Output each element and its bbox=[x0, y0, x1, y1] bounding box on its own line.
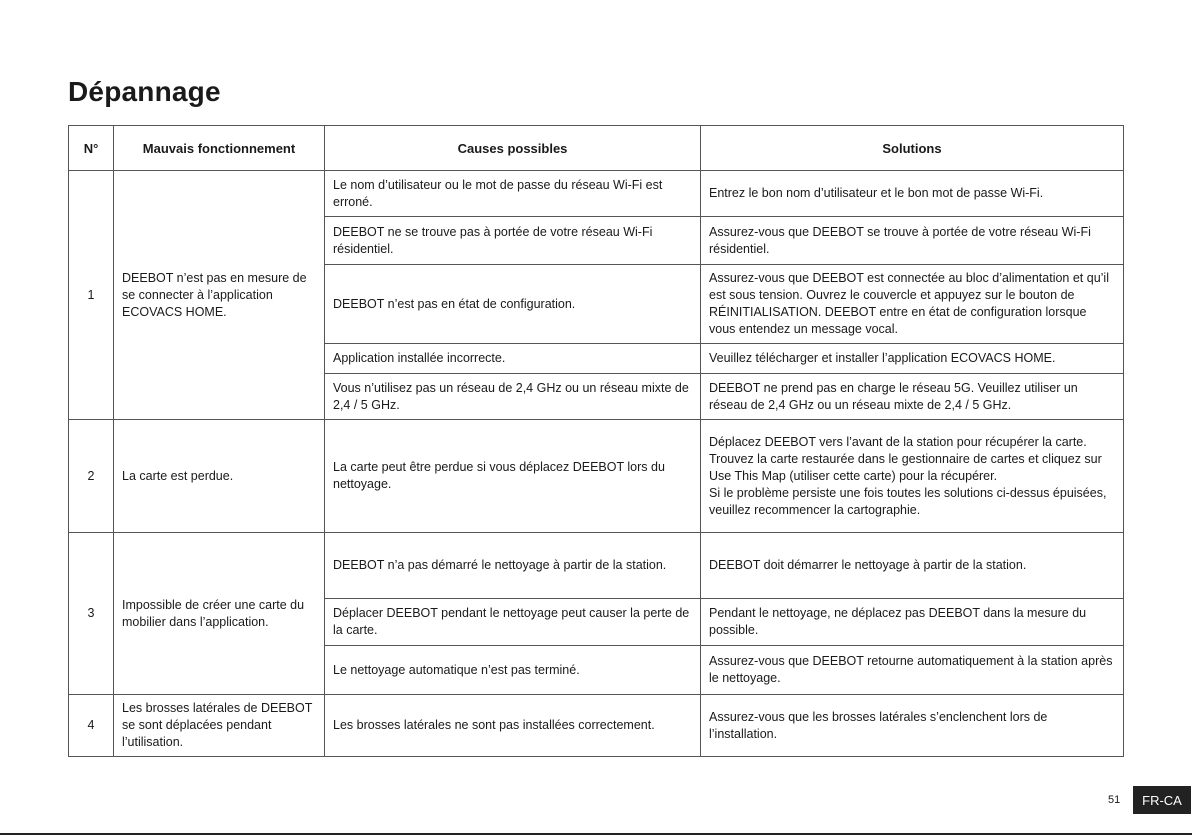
row-number: 2 bbox=[69, 420, 114, 533]
malfunction-cell: Les brosses latérales de DEEBOT se sont déplacées pendant l’utilisation. bbox=[114, 695, 325, 757]
cause-cell: Déplacer DEEBOT pendant le nettoyage peut causer la perte de la carte. bbox=[325, 599, 701, 646]
cause-cell: Vous n’utilisez pas un réseau de 2,4 GHz ou un réseau mixte de 2,4 / 5 GHz. bbox=[325, 374, 701, 420]
row-number: 3 bbox=[69, 533, 114, 695]
bottom-divider bbox=[0, 833, 1192, 835]
cause-cell: Application installée incorrecte. bbox=[325, 344, 701, 374]
malfunction-cell: La carte est perdue. bbox=[114, 420, 325, 533]
header-causes: Causes possibles bbox=[325, 126, 701, 171]
solution-cell: Entrez le bon nom d’utilisateur et le bon mot de passe Wi-Fi. bbox=[701, 171, 1124, 217]
solution-cell: Pendant le nettoyage, ne déplacez pas DEEBOT dans la mesure du possible. bbox=[701, 599, 1124, 646]
cause-cell: Les brosses latérales ne sont pas installées correctement. bbox=[325, 695, 701, 757]
header-number: N° bbox=[69, 126, 114, 171]
cause-cell: La carte peut être perdue si vous déplacez DEEBOT lors du nettoyage. bbox=[325, 420, 701, 533]
row-number: 4 bbox=[69, 695, 114, 757]
solution-cell: Veuillez télécharger et installer l’application ECOVACS HOME. bbox=[701, 344, 1124, 374]
table-row bbox=[69, 420, 1124, 533]
solution-cell: Assurez-vous que les brosses latérales s’enclenchent lors de l’installation. bbox=[701, 695, 1124, 757]
troubleshooting-table bbox=[68, 125, 1124, 757]
table-header-row bbox=[69, 126, 1124, 171]
cause-cell: Le nettoyage automatique n’est pas terminé. bbox=[325, 646, 701, 695]
table-row bbox=[69, 533, 1124, 599]
table-row bbox=[69, 695, 1124, 757]
solution-cell: DEEBOT ne prend pas en charge le réseau 5G. Veuillez utiliser un réseau de 2,4 GHz ou un réseau mixte de 2,4 / 5 GHz. bbox=[701, 374, 1124, 420]
header-solutions: Solutions bbox=[701, 126, 1124, 171]
header-malfunction: Mauvais fonctionnement bbox=[114, 126, 325, 171]
solution-cell: Assurez-vous que DEEBOT est connectée au bloc d’alimentation et qu’il est sous tension. Ouvrez le couvercle et appuyez sur le bouton de RÉINITIALISATION. DEEBOT entre en état de configuration lorsque vous entendez un message vocal. bbox=[701, 265, 1124, 344]
solution-line: Trouvez la carte restaurée dans le gestionnaire de cartes et cliquez sur Use This Map (utiliser cette carte) pour la récupérer. bbox=[709, 451, 1102, 483]
row-number: 1 bbox=[69, 171, 114, 420]
solution-cell: Assurez-vous que DEEBOT se trouve à portée de votre réseau Wi-Fi résidentiel. bbox=[701, 217, 1124, 265]
locale-badge: FR-CA bbox=[1133, 786, 1191, 814]
page-number: 51 bbox=[1108, 794, 1121, 806]
malfunction-cell: Impossible de créer une carte du mobilier dans l’application. bbox=[114, 533, 325, 695]
page-title: Dépannage bbox=[68, 76, 221, 107]
cause-cell: Le nom d’utilisateur ou le mot de passe du réseau Wi-Fi est erroné. bbox=[325, 171, 701, 217]
solution-cell: Assurez-vous que DEEBOT retourne automatiquement à la station après le nettoyage. bbox=[701, 646, 1124, 695]
cause-cell: DEEBOT n’a pas démarré le nettoyage à partir de la station. bbox=[325, 533, 701, 599]
cause-cell: DEEBOT n’est pas en état de configuration. bbox=[325, 265, 701, 344]
malfunction-cell: DEEBOT n’est pas en mesure de se connecter à l’application ECOVACS HOME. bbox=[114, 171, 325, 420]
solution-line: Déplacez DEEBOT vers l’avant de la station pour récupérer la carte. bbox=[709, 434, 1087, 449]
solution-cell bbox=[701, 420, 1124, 533]
solution-cell: DEEBOT doit démarrer le nettoyage à partir de la station. bbox=[701, 533, 1124, 599]
cause-cell: DEEBOT ne se trouve pas à portée de votre réseau Wi-Fi résidentiel. bbox=[325, 217, 701, 265]
table-row bbox=[69, 171, 1124, 217]
solution-line: Si le problème persiste une fois toutes les solutions ci-dessus épuisées, veuillez recommencer la cartographie. bbox=[709, 485, 1107, 517]
